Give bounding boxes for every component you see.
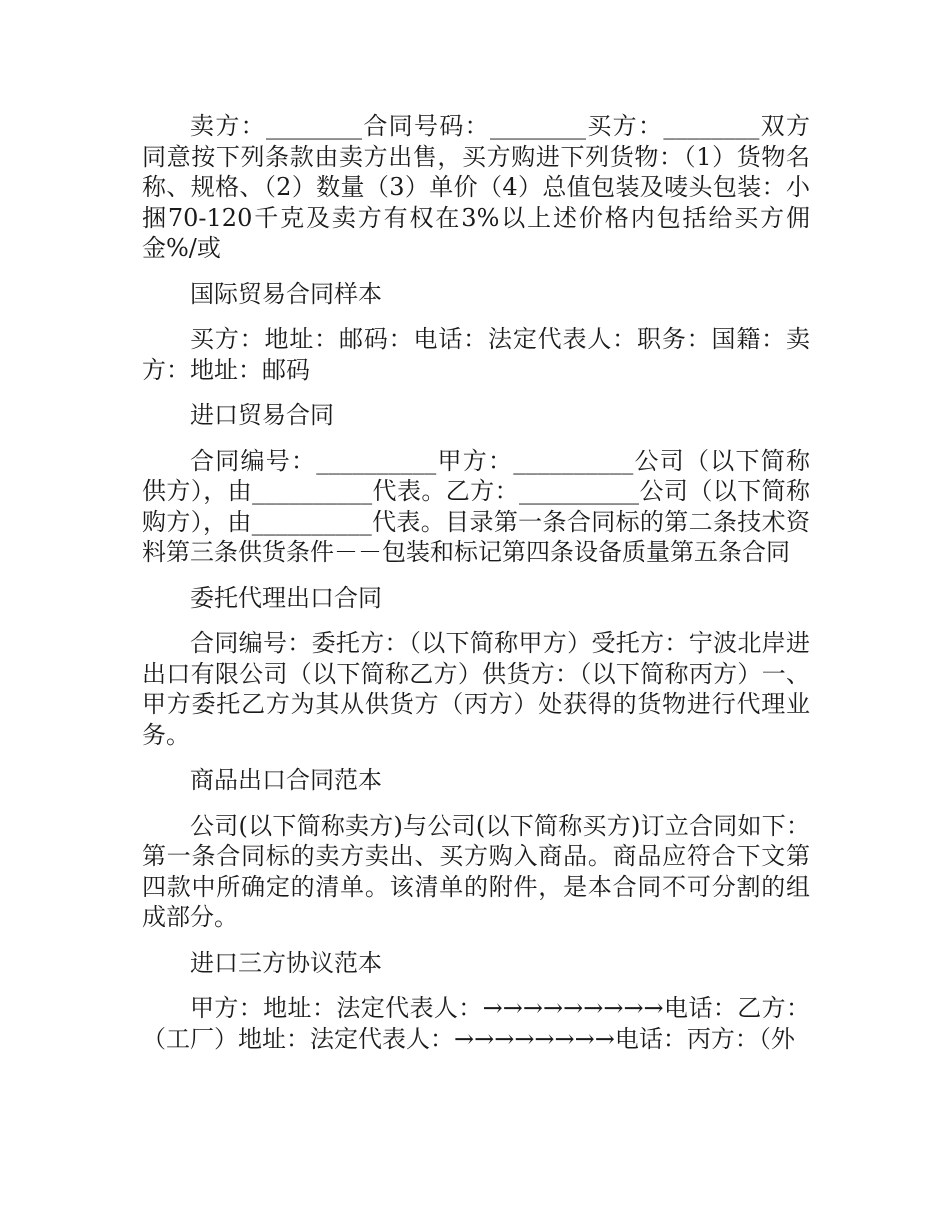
heading-goods-export-template: 商品出口合同范本 [190, 766, 382, 794]
heading-import-trade-contract: 进口贸易合同 [190, 401, 334, 429]
heading-import-tripartite: 进口三方协议范本 [190, 948, 382, 977]
paragraph-entrusted-parties: 合同编号：委托方：（以下简称甲方）受托方：宁波北岸进出口有限公司（以下简称乙方）供货方：（以下简称丙方）一、甲方委托乙方为其从供货方（丙方）处获得的货物进行代理业务。 [142, 629, 810, 749]
paragraph-sale-terms: 卖方：________合同号码：________买方：________双方同意按下列条款由卖方出售，买方购进下列货物：（1）货物名称、规格、（2）数量（3）单价（4）总值包装及唛头包装：小捆70-120千克及卖方有权在3%以上述价格内包括给买方佣金%/或 [142, 112, 810, 262]
paragraph-tripartite-parties: 甲方：地址：法定代表人：→→→→→→→→→电话：乙方：（工厂）地址：法定代表人：→→→→→→→→电话：丙方：（外 [142, 994, 810, 1053]
paragraph-contract-number: 合同编号：__________甲方：__________公司（以下简称供方），由__________代表。乙方：__________公司（以下简称购方），由__________代表。目录第一条合同标的第二条技术资料第三条供货条件－－包装和标记第四条设备质量第五条合同 [142, 446, 810, 566]
heading-intl-trade-sample: 国际贸易合同样本 [190, 279, 382, 308]
heading-entrusted-export: 委托代理出口合同 [190, 583, 382, 612]
paragraph-buyer-info: 买方：地址：邮码：电话：法定代表人：职务：国籍：卖方：地址：邮码 [142, 325, 810, 384]
paragraph-goods-export-body: 公司(以下简称卖方)与公司(以下简称买方)订立合同如下：第一条合同标的卖方卖出、买方购入商品。商品应符合下文第四款中所确定的清单。该清单的附件，是本合同不可分割的组成部分。 [142, 811, 810, 931]
document-body [142, 111, 810, 1069]
